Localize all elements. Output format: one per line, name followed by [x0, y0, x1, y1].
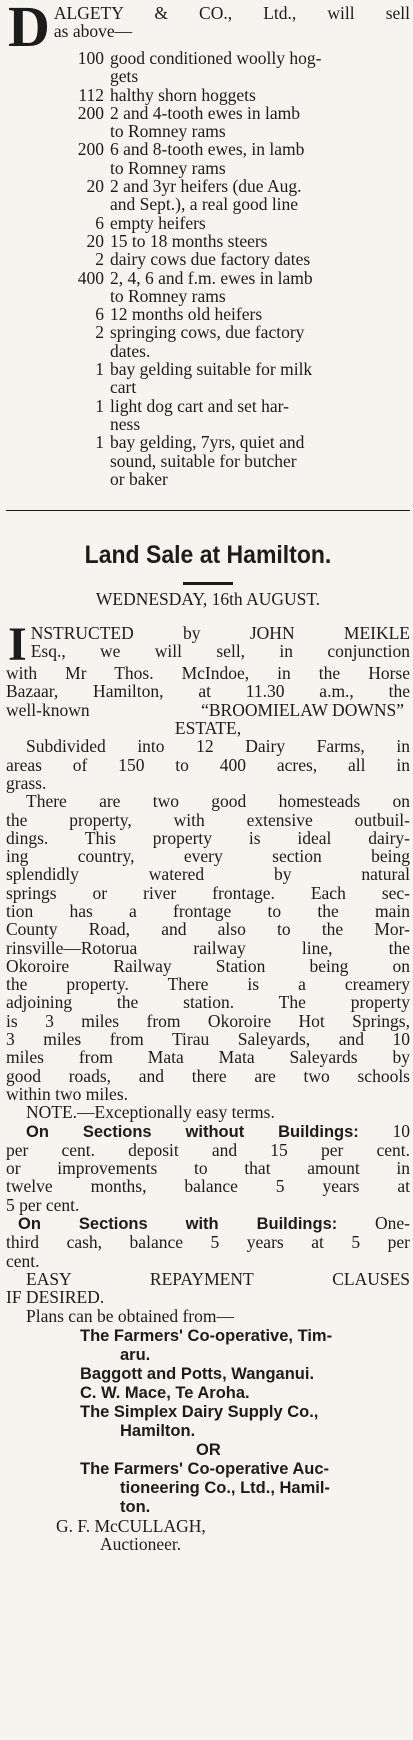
- lot-row: [6, 470, 410, 488]
- lot-row: [6, 86, 410, 104]
- lot-quantity: 400: [77, 267, 104, 288]
- lot-row: [6, 159, 410, 177]
- lot-quantity: 6: [95, 304, 104, 325]
- lot-row: [6, 323, 410, 341]
- lot-quantity: 2: [95, 322, 104, 343]
- lot-quantity: 200: [77, 139, 104, 160]
- description-line: splendidly watered by natural: [6, 864, 410, 885]
- land-sale-advert: [6, 541, 410, 1553]
- description-line: There are two good homesteads on: [26, 791, 410, 812]
- agent-list: [6, 1327, 410, 1517]
- lot-description: good conditioned woolly hog-: [110, 48, 322, 68]
- dalgety-advert: [6, 0, 410, 489]
- lot-row: [6, 67, 410, 85]
- lot-row: [6, 360, 410, 378]
- dalgety-heading-line-1: ALGETY & CO., Ltd., will sell: [53, 3, 410, 23]
- lot-description: sound, suitable for butcher: [110, 450, 297, 471]
- lot-quantity: [6, 67, 110, 85]
- without-line-4: twelve months, balance 5 years at: [6, 1176, 410, 1197]
- lot-row: [6, 305, 410, 323]
- lot-row: [6, 342, 410, 360]
- plans-line: Plans can be obtained from—: [26, 1305, 235, 1326]
- without-buildings-value: 10: [392, 1120, 410, 1141]
- lot-row: [6, 195, 410, 213]
- title-rule: [183, 582, 233, 585]
- subdivided-line-3: grass.: [6, 772, 47, 793]
- agent-4-line-1: The Simplex Dairy Supply Co.,: [80, 1402, 319, 1421]
- lot-description: cart: [110, 377, 137, 398]
- agent-1-line-1: The Farmers' Co-operative, Tim-: [80, 1326, 333, 1345]
- auctioneer-title: Auctioneer.: [100, 1534, 182, 1555]
- lot-row: [6, 378, 410, 396]
- lot-quantity: [6, 378, 110, 396]
- lot-row: [6, 177, 410, 195]
- agent-4-line-2: Hamilton.: [120, 1421, 196, 1440]
- lot-description: empty heifers: [110, 212, 206, 233]
- description-line: ing country, every section being: [6, 846, 410, 867]
- lot-row: [6, 250, 410, 268]
- lot-description: dates.: [110, 340, 151, 361]
- lot-row: [6, 140, 410, 158]
- dalgety-heading-line-2: as above—: [53, 21, 133, 42]
- without-line-5: 5 per cent.: [6, 1194, 80, 1215]
- description-line: good roads, and there are two schools: [6, 1065, 410, 1086]
- property-description: [6, 792, 410, 1103]
- intro-line-1: NSTRUCTED by JOHN MEIKLE: [30, 623, 410, 644]
- description-line: miles from Mata Mata Saleyards by: [6, 1047, 410, 1068]
- note-line: NOTE.—Exceptionally easy terms.: [26, 1102, 275, 1123]
- description-line: County Road, and also to the Mor-: [6, 919, 410, 940]
- lot-quantity: [6, 470, 110, 488]
- with-line-2: third cash, balance 5 years at 5 per: [6, 1232, 410, 1253]
- lot-description: 2, 4, 6 and f.m. ewes in lamb: [110, 267, 313, 288]
- easy-line-1: EASY REPAYMENT CLAUSES: [26, 1268, 410, 1289]
- lot-description: bay gelding suitable for milk: [110, 359, 313, 380]
- lot-quantity: 2: [95, 249, 104, 270]
- lot-list: [6, 49, 410, 488]
- without-buildings-heading: On Sections without Buildings:: [26, 1122, 359, 1141]
- lot-row: [6, 287, 410, 305]
- with-buildings-heading: On Sections with Buildings:: [18, 1215, 338, 1234]
- lot-description: bay gelding, 7yrs, quiet and: [110, 432, 305, 453]
- lot-quantity: [6, 122, 110, 140]
- lot-quantity: 6: [95, 212, 104, 233]
- easy-line-2: IF DESIRED.: [6, 1287, 105, 1308]
- lot-description: to Romney rams: [110, 285, 226, 306]
- agent-5-line-3: ton.: [120, 1497, 151, 1516]
- agent-5-line-1: The Farmers' Co-operative Auc-: [80, 1459, 330, 1478]
- dropcap-d: D: [8, 0, 50, 59]
- lot-description: ness: [110, 413, 141, 434]
- estate-word: ESTATE,: [174, 718, 242, 739]
- description-line: the property. There is a creamery: [6, 974, 410, 995]
- description-line: within two miles.: [6, 1083, 129, 1104]
- lot-row: [6, 232, 410, 250]
- auctioneer-name: G. F. McCULLAGH,: [56, 1515, 206, 1536]
- lot-row: [6, 415, 410, 433]
- lot-description: 6 and 8-tooth ewes, in lamb: [110, 139, 305, 160]
- lot-quantity: 20: [86, 176, 104, 197]
- agent-3: C. W. Mace, Te Aroha.: [80, 1383, 250, 1402]
- lot-description: and Sept.), a real good line: [110, 194, 299, 215]
- description-line: springs or river frontage. Each sec-: [6, 882, 410, 903]
- lot-quantity: [6, 452, 110, 470]
- intro-line-2: Esq., we will sell, in conjunction: [30, 641, 410, 662]
- lot-row: [6, 122, 410, 140]
- lot-description: dairy cows due factory dates: [110, 249, 311, 270]
- with-buildings-line: [6, 1214, 410, 1233]
- subdivided-line-1: Subdivided into 12 Dairy Farms, in: [26, 736, 410, 757]
- lot-row: [6, 104, 410, 122]
- lot-row: [6, 433, 410, 451]
- lot-description: 2 and 4-tooth ewes in lamb: [110, 102, 301, 123]
- lot-quantity: [6, 195, 110, 213]
- advert-title: Land Sale at Hamilton.: [84, 541, 332, 570]
- lot-description: springing cows, due factory: [110, 322, 305, 343]
- agent-1-line-2: aru.: [120, 1345, 151, 1364]
- lot-description: to Romney rams: [110, 157, 226, 178]
- lot-quantity: 100: [77, 48, 104, 68]
- lot-quantity: [6, 342, 110, 360]
- or-line: OR: [196, 1440, 221, 1459]
- with-buildings-value: One-: [375, 1213, 410, 1234]
- description-line: tion has a frontage to the main: [6, 900, 410, 921]
- lot-description: to Romney rams: [110, 121, 226, 142]
- description-line: the property, with extensive outbuil-: [6, 809, 410, 830]
- lot-description: or baker: [110, 468, 168, 489]
- lot-row: [6, 269, 410, 287]
- lot-quantity: 1: [95, 432, 104, 453]
- lot-row: [6, 214, 410, 232]
- lot-description: 15 to 18 months steers: [110, 230, 268, 251]
- lot-row: [6, 397, 410, 415]
- description-line: is 3 miles from Okoroire Hot Springs,: [6, 1010, 410, 1031]
- agent-2: Baggott and Potts, Wanganui.: [80, 1364, 315, 1383]
- lot-quantity: 1: [95, 359, 104, 380]
- description-line: dings. This property is ideal dairy-: [6, 827, 410, 848]
- estate-name: “BROOMIELAW DOWNS”: [201, 699, 404, 720]
- lot-description: light dog cart and set har-: [110, 395, 289, 416]
- lot-row: [6, 49, 410, 67]
- dropcap-i: I: [8, 618, 27, 672]
- lot-quantity: [6, 159, 110, 177]
- lot-quantity: 20: [86, 230, 104, 251]
- lot-description: halthy shorn hoggets: [110, 84, 256, 105]
- with-line-3: cent.: [6, 1250, 40, 1271]
- without-buildings-line: [6, 1122, 410, 1141]
- agent-5-line-2: tioneering Co., Ltd., Hamil-: [120, 1478, 330, 1497]
- description-line: Okoroire Railway Station being on: [6, 955, 410, 976]
- lot-quantity: 112: [78, 84, 104, 105]
- without-line-2: per cent. deposit and 15 per cent.: [6, 1139, 410, 1160]
- lot-description: gets: [110, 66, 139, 87]
- newspaper-column: [6, 0, 410, 1555]
- sale-date: WEDNESDAY, 16th AUGUST.: [95, 589, 321, 610]
- subdivided-line-2: areas of 150 to 400 acres, all in: [6, 754, 410, 775]
- lot-description: 12 months old heifers: [110, 304, 263, 325]
- lot-quantity: 200: [77, 102, 104, 123]
- without-line-3: or improvements to that amount in: [6, 1158, 410, 1179]
- description-line: 3 miles from Tirau Saleyards, and 10: [6, 1029, 410, 1050]
- section-divider: [6, 510, 410, 511]
- intro-line-4: Bazaar, Hamilton, at 11.30 a.m., the: [6, 681, 410, 702]
- description-line: adjoining the station. The property: [6, 992, 410, 1013]
- description-line: rinsville—Rotorua railway line, the: [6, 937, 410, 958]
- lot-quantity: 1: [95, 395, 104, 416]
- lot-quantity: [6, 415, 110, 433]
- intro-line-5: well-known: [6, 699, 90, 720]
- lot-description: 2 and 3yr heifers (due Aug.: [110, 176, 302, 197]
- lot-row: [6, 452, 410, 470]
- intro-line-3: with Mr Thos. McIndoe, in the Horse: [6, 663, 410, 684]
- lot-quantity: [6, 287, 110, 305]
